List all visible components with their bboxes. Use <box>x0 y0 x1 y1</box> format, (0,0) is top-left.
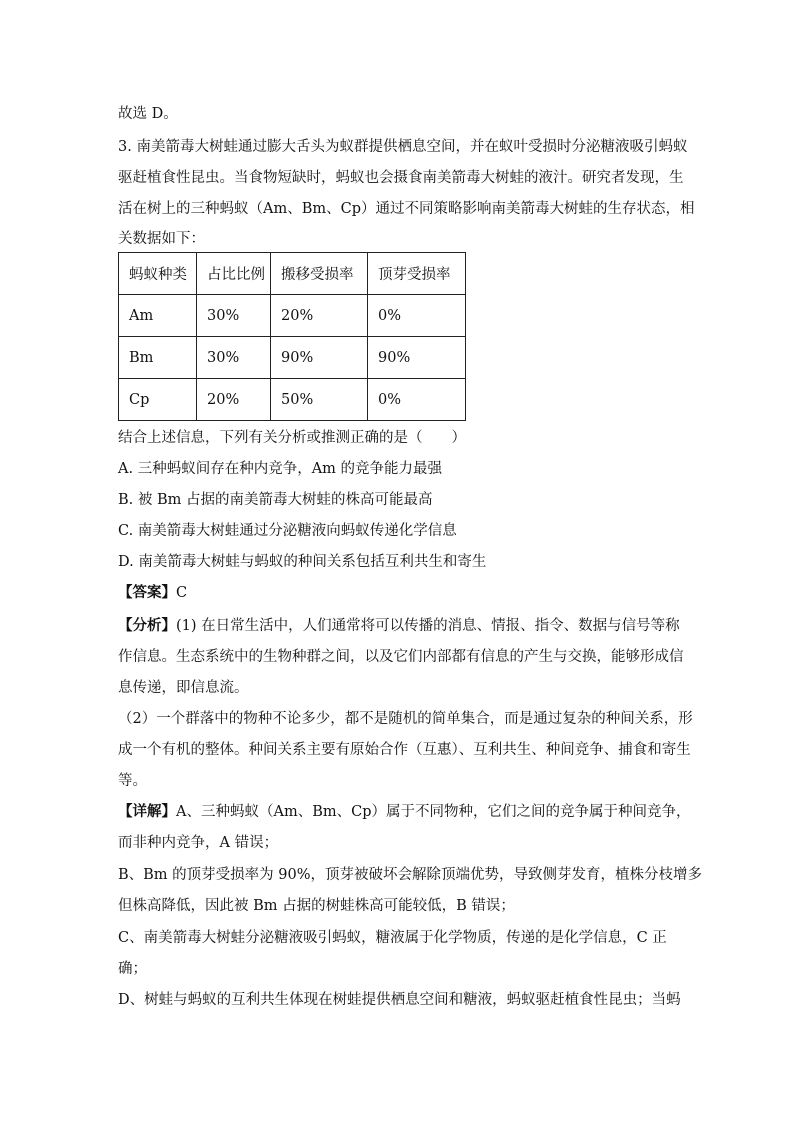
detail-line-3: B、Bm 的顶芽受损率为 90%，顶芽被破坏会解除顶端优势，导致侧芽发育，植株分枝增多 <box>118 867 703 883</box>
table-header-cell: 蚂蚁种类 <box>119 253 197 295</box>
analysis-line-6: 等。 <box>118 773 147 789</box>
question-text-line-2: 驱赶植食性昆虫。当食物短缺时，蚂蚁也会摄食南美箭毒大树蛙的液汁。研究者发现，生 <box>118 170 684 186</box>
detail-text: A、三种蚂蚁（Am、Bm、Cp）属于不同物种，它们之间的竞争属于种间竞争， <box>176 804 691 820</box>
question-text-line-4: 关数据如下： <box>118 231 205 247</box>
table-cell: 50% <box>271 379 368 421</box>
table-cell: 30% <box>197 295 271 337</box>
table-header-cell: 顶芽受损率 <box>368 253 466 295</box>
detail-label: 【详解】 <box>118 803 176 820</box>
table-header-cell: 搬移受损率 <box>271 253 368 295</box>
answer-line <box>118 583 187 603</box>
table-header-row <box>119 253 466 295</box>
table-row <box>119 295 466 337</box>
table-cell: Bm <box>119 337 197 379</box>
option-a: A. 三种蚂蚁间存在种内竞争，Am 的竞争能力最强 <box>118 461 443 477</box>
detail-line-5: C、南美箭毒大树蛙分泌糖液吸引蚂蚁，糖液属于化学物质，传递的是化学信息，C 正 <box>118 930 667 946</box>
previous-answer-line: 故选 D。 <box>118 106 178 122</box>
detail-line-2: 而非种内竞争，A 错误； <box>118 835 279 851</box>
table-cell: 90% <box>368 337 466 379</box>
analysis-label: 【分析】 <box>118 617 176 634</box>
table-row <box>119 379 466 421</box>
table-row <box>119 337 466 379</box>
table-cell: 30% <box>197 337 271 379</box>
question-text-line-3: 活在树上的三种蚂蚁（Am、Bm、Cp）通过不同策略影响南美箭毒大树蛙的生存状态，相 <box>118 201 695 217</box>
analysis-line-2: 作信息。生态系统中的生物种群之间，以及它们内部都有信息的产生与交换，能够形成信 <box>118 649 684 665</box>
question-text-line-1: 3. 南美箭毒大树蛙通过膨大舌头为蚁群提供栖息空间，并在蚁叶受损时分泌糖液吸引蚂蚁 <box>118 139 688 155</box>
table-cell: Am <box>119 295 197 337</box>
table-cell: 90% <box>271 337 368 379</box>
analysis-line-3: 息传递，即信息流。 <box>118 680 249 696</box>
detail-line-1 <box>118 802 690 822</box>
analysis-line-5: 成一个有机的整体。种间关系主要有原始合作（互惠）、互利共生、种间竞争、捕食和寄生 <box>118 742 691 758</box>
ant-data-table <box>118 252 466 421</box>
detail-line-7: D、树蛙与蚂蚁的互利共生体现在树蛙提供栖息空间和糖液，蚂蚁驱赶植食性昆虫；当蚂 <box>118 992 681 1008</box>
table-cell: 0% <box>368 379 466 421</box>
table-cell: Cp <box>119 379 197 421</box>
option-d: D. 南美箭毒大树蛙与蚂蚁的种间关系包括互利共生和寄生 <box>118 554 487 570</box>
table-cell: 0% <box>368 295 466 337</box>
detail-line-4: 但株高降低，因此被 Bm 占据的树蛙株高可能较低，B 错误； <box>118 898 515 914</box>
table-cell: 20% <box>271 295 368 337</box>
table-cell: 20% <box>197 379 271 421</box>
analysis-text: (1) 在日常生活中，人们通常将可以传播的消息、情报、指令、数据与信号等称 <box>176 618 680 634</box>
answer-label: 【答案】 <box>118 584 176 601</box>
question-stem: 结合上述信息，下列有关分析或推测正确的是（ ） <box>118 430 466 446</box>
analysis-line-4: （2）一个群落中的物种不论多少，都不是随机的简单集合，而是通过复杂的种间关系，形 <box>118 711 693 727</box>
option-b: B. 被 Bm 占据的南美箭毒大树蛙的株高可能最高 <box>118 492 433 508</box>
table-header-cell: 占比比例 <box>197 253 271 295</box>
analysis-line-1 <box>118 616 680 636</box>
detail-line-6: 确； <box>118 961 147 977</box>
option-c: C. 南美箭毒大树蛙通过分泌糖液向蚂蚁传递化学信息 <box>118 523 457 539</box>
answer-value: C <box>176 585 188 601</box>
